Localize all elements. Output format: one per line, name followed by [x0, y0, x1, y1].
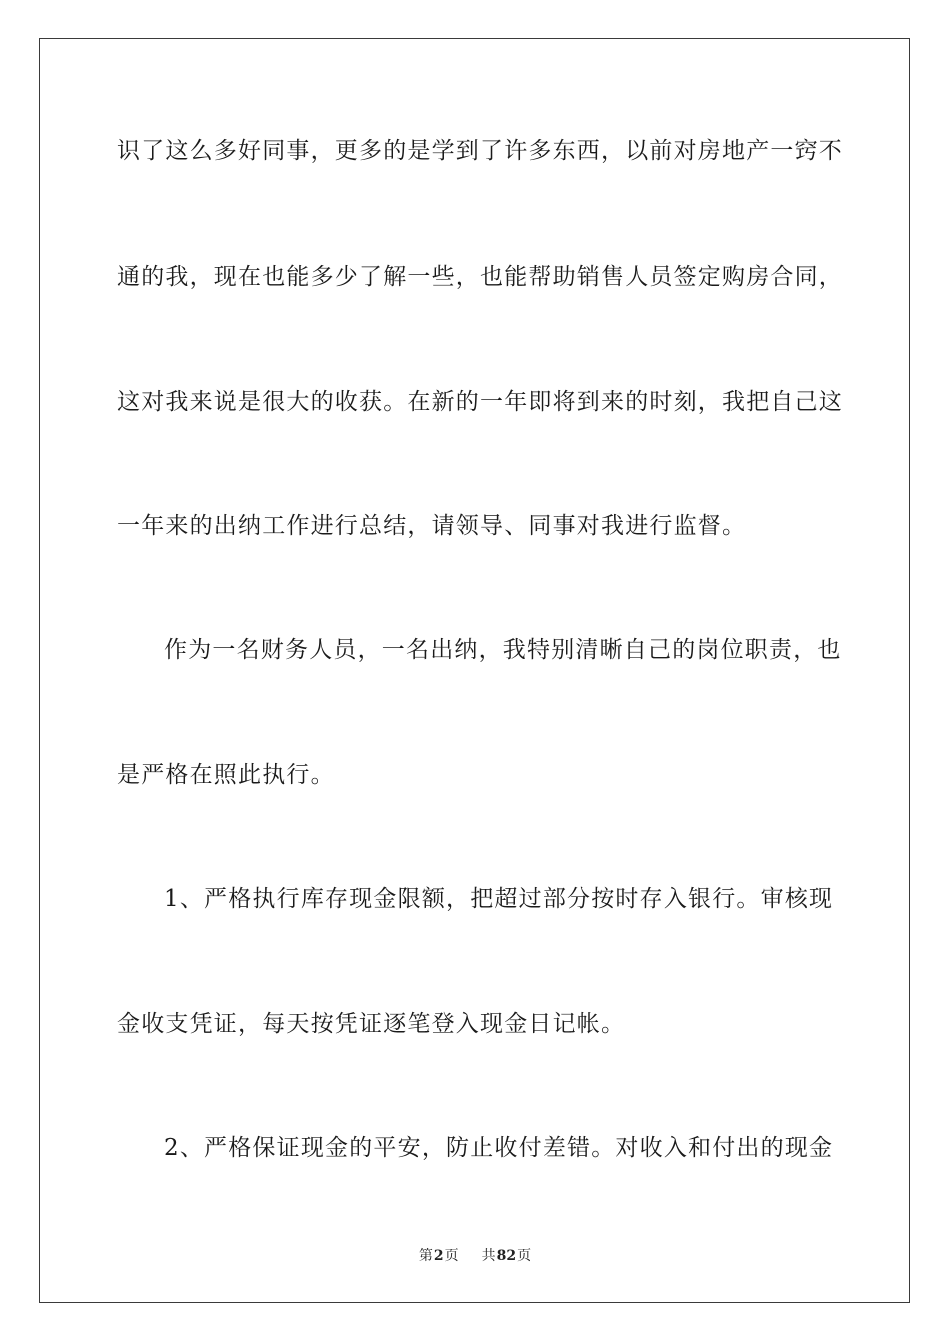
page-prefix: 第 — [418, 1248, 433, 1264]
page-footer — [0, 1247, 950, 1265]
paragraph-line-3: 这对我来说是很大的收获。在新的一年即将到来的时刻，我把自己这 — [117, 389, 843, 415]
total-suffix: 页 — [517, 1248, 532, 1264]
paragraph-line-9: 2、严格保证现金的平安，防止收付差错。对收入和付出的现金 — [164, 1135, 834, 1161]
paragraph-line-7: 1、严格执行库存现金限额，把超过部分按时存入银行。审核现 — [164, 886, 834, 912]
page-number: 2 — [433, 1248, 444, 1264]
paragraph-line-6: 是严格在照此执行。 — [117, 762, 335, 788]
paragraph-line-4: 一年来的出纳工作进行总结，请领导、同事对我进行监督。 — [117, 513, 747, 539]
paragraph-line-1: 识了这么多好同事，更多的是学到了许多东西，以前对房地产一窍不 — [117, 138, 843, 164]
total-pages: 82 — [496, 1248, 517, 1264]
page-suffix: 页 — [444, 1248, 459, 1264]
paragraph-line-2: 通的我，现在也能多少了解一些，也能帮助销售人员签定购房合同， — [117, 264, 843, 290]
total-prefix: 共 — [481, 1248, 496, 1264]
paragraph-line-8: 金收支凭证，每天按凭证逐笔登入现金日记帐。 — [117, 1011, 626, 1037]
page-frame — [39, 38, 910, 1303]
paragraph-line-5: 作为一名财务人员，一名出纳，我特别清晰自己的岗位职责，也 — [164, 637, 842, 663]
